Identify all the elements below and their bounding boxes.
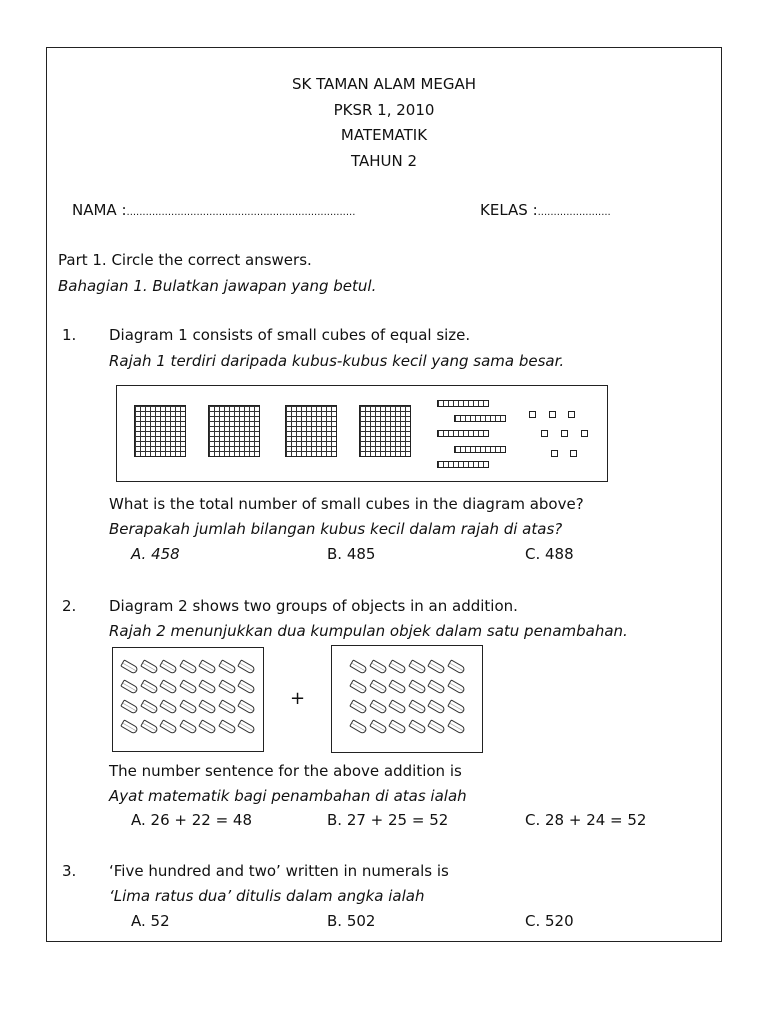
part-instruction-en: Part 1. Circle the correct answers. — [58, 251, 312, 269]
exam-title: PKSR 1, 2010 — [333, 101, 435, 119]
pencil-icon — [447, 699, 466, 714]
hundred-flat — [285, 405, 337, 457]
pencil-icon — [237, 679, 256, 694]
pencil-icon — [408, 699, 427, 714]
pencil-icon — [427, 679, 446, 694]
pencil-icon — [179, 719, 198, 734]
q2-number: 2. — [62, 597, 77, 615]
pencil-icon — [218, 719, 237, 734]
pencil-icon — [140, 679, 159, 694]
pencil-icon — [349, 659, 368, 674]
diagram-2-left-group — [112, 647, 264, 752]
q3-text-ms: ‘Lima ratus dua’ ditulis dalam angka ialah — [109, 887, 425, 905]
pencil-icon — [120, 679, 139, 694]
q2-option-b[interactable]: B. 27 + 25 = 52 — [327, 811, 449, 829]
pencil-icon — [159, 679, 178, 694]
pencil-icon — [427, 659, 446, 674]
hundred-flat — [208, 405, 260, 457]
name-dots: ........................................................................ — [126, 207, 356, 218]
pencil-icon — [179, 659, 198, 674]
pencil-icon — [427, 719, 446, 734]
unit-cube — [570, 450, 577, 457]
pencil-icon — [218, 659, 237, 674]
q2-question-en: The number sentence for the above addition is — [109, 762, 462, 780]
pencil-icon — [349, 699, 368, 714]
ten-rod — [454, 446, 506, 453]
hundred-flat — [359, 405, 411, 457]
q3-number: 3. — [62, 862, 77, 880]
pencil-icon — [198, 659, 217, 674]
subject-title: MATEMATIK — [340, 126, 428, 144]
pencil-icon — [349, 719, 368, 734]
pencil-icon — [179, 699, 198, 714]
name-field[interactable] — [72, 201, 355, 219]
q3-option-b[interactable]: B. 502 — [327, 912, 376, 930]
pencil-icon — [237, 659, 256, 674]
pencil-icon — [198, 679, 217, 694]
pencil-icon — [447, 719, 466, 734]
pencil-icon — [218, 699, 237, 714]
pencil-icon — [388, 699, 407, 714]
pencil-icon — [349, 679, 368, 694]
name-label: NAMA : — [72, 201, 127, 219]
pencil-icon — [140, 659, 159, 674]
pencil-icon — [159, 699, 178, 714]
pencil-icon — [140, 699, 159, 714]
pencil-icon — [140, 719, 159, 734]
pencil-icon — [369, 699, 388, 714]
pencil-icon — [120, 719, 139, 734]
pencil-icon — [198, 699, 217, 714]
pencil-icon — [447, 679, 466, 694]
pencil-icon — [369, 659, 388, 674]
q3-option-a[interactable]: A. 52 — [131, 912, 170, 930]
class-label: KELAS : — [480, 201, 538, 219]
pencil-icon — [388, 679, 407, 694]
unit-cube — [541, 430, 548, 437]
hundred-flat — [134, 405, 186, 457]
pencil-icon — [120, 699, 139, 714]
plus-sign: + — [290, 688, 306, 709]
q1-option-a[interactable]: A. 458 — [131, 545, 180, 563]
pencil-icon — [427, 699, 446, 714]
pencil-icon — [369, 719, 388, 734]
pencil-icon — [237, 699, 256, 714]
pencil-icon — [408, 659, 427, 674]
pencil-icon — [179, 679, 198, 694]
unit-cube — [529, 411, 536, 418]
pencil-icon — [388, 719, 407, 734]
pencil-icon — [159, 659, 178, 674]
ten-rod — [454, 415, 506, 422]
q3-text-en: ‘Five hundred and two’ written in numerals is — [109, 862, 449, 880]
q1-option-c[interactable]: C. 488 — [525, 545, 574, 563]
q1-text-ms: Rajah 1 terdiri daripada kubus-kubus kecil yang sama besar. — [109, 352, 565, 370]
pencil-icon — [408, 719, 427, 734]
pencil-icon — [237, 719, 256, 734]
ten-rod — [437, 430, 489, 437]
q1-number: 1. — [62, 326, 77, 344]
part-instruction-ms: Bahagian 1. Bulatkan jawapan yang betul. — [58, 277, 377, 295]
q1-option-b[interactable]: B. 485 — [327, 545, 376, 563]
q2-question-ms: Ayat matematik bagi penambahan di atas ialah — [109, 787, 467, 805]
q2-option-c[interactable]: C. 28 + 24 = 52 — [525, 811, 647, 829]
unit-cube — [561, 430, 568, 437]
pencil-icon — [218, 679, 237, 694]
unit-cube — [581, 430, 588, 437]
ten-rod — [437, 461, 489, 468]
pencil-icon — [198, 719, 217, 734]
unit-cube — [549, 411, 556, 418]
pencil-icon — [388, 659, 407, 674]
q1-question-en: What is the total number of small cubes in the diagram above? — [109, 495, 584, 513]
class-field[interactable] — [480, 201, 611, 219]
q2-text-ms: Rajah 2 menunjukkan dua kumpulan objek dalam satu penambahan. — [109, 622, 628, 640]
pencil-icon — [408, 679, 427, 694]
school-name: SK TAMAN ALAM MEGAH — [291, 75, 477, 93]
pencil-icon — [447, 659, 466, 674]
q1-text-en: Diagram 1 consists of small cubes of equal size. — [109, 326, 471, 344]
pencil-icon — [369, 679, 388, 694]
q1-question-ms: Berapakah jumlah bilangan kubus kecil dalam rajah di atas? — [109, 520, 563, 538]
year-title: TAHUN 2 — [350, 152, 418, 170]
pencil-icon — [120, 659, 139, 674]
q3-option-c[interactable]: C. 520 — [525, 912, 574, 930]
q2-option-a[interactable]: A. 26 + 22 = 48 — [131, 811, 253, 829]
ten-rod — [437, 400, 489, 407]
class-dots: ....................... — [537, 207, 611, 218]
unit-cube — [551, 450, 558, 457]
diagram-2-right-group — [331, 645, 483, 753]
diagram-1-base-ten-blocks — [116, 385, 608, 482]
pencil-icon — [159, 719, 178, 734]
unit-cube — [568, 411, 575, 418]
q2-text-en: Diagram 2 shows two groups of objects in an addition. — [109, 597, 518, 615]
